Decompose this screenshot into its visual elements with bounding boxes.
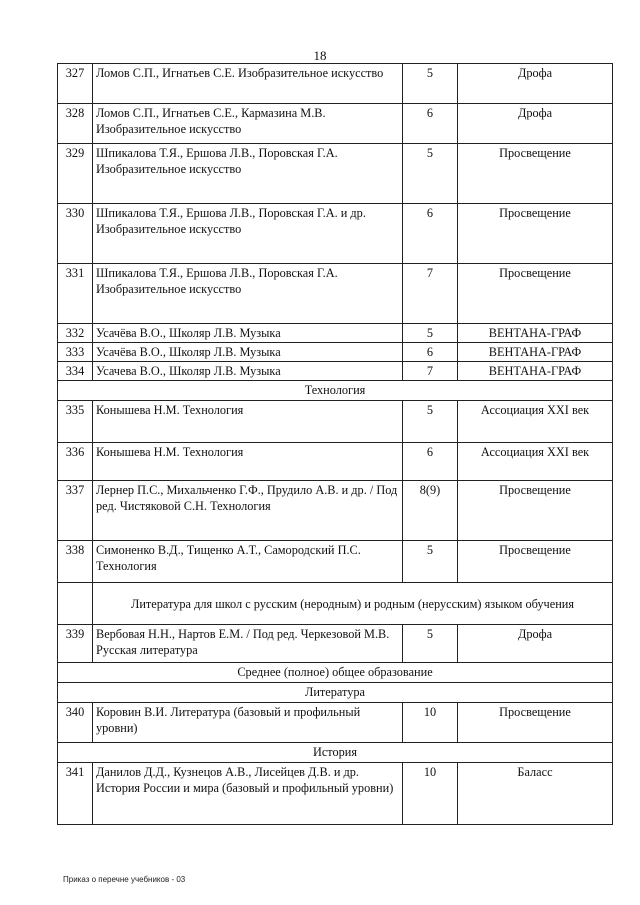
row-number: 333: [58, 343, 93, 362]
row-number: 335: [58, 401, 93, 443]
textbook-table: [57, 63, 613, 825]
publisher-cell: Просвещение: [458, 541, 613, 583]
table-row: [58, 264, 613, 324]
book-title: Симоненко В.Д., Тищенко А.Т., Самородский П.С. Технология: [93, 541, 403, 583]
section-header-row: [58, 743, 613, 763]
publisher-cell: Дрофа: [458, 104, 613, 144]
row-number: 336: [58, 443, 93, 481]
book-title: Вербовая Н.Н., Нартов Е.М. / Под ред. Черкезовой М.В. Русская литература: [93, 625, 403, 663]
publisher-cell: Просвещение: [458, 144, 613, 204]
textbook-table-body: [58, 64, 613, 825]
book-title: Данилов Д.Д., Кузнецов А.В., Лисейцев Д.В. и др. История России и мира (базовый и профильный уровни): [93, 763, 403, 825]
row-number: 331: [58, 264, 93, 324]
row-number: 329: [58, 144, 93, 204]
publisher-cell: Баласс: [458, 763, 613, 825]
grade-cell: 8(9): [403, 481, 458, 541]
publisher-cell: ВЕНТАНА-ГРАФ: [458, 362, 613, 381]
grade-cell: 5: [403, 625, 458, 663]
table-row: [58, 362, 613, 381]
grade-cell: 7: [403, 362, 458, 381]
page-number: 18: [313, 48, 327, 63]
book-title: Усачева В.О., Школяр Л.В. Музыка: [93, 362, 403, 381]
book-title: Шпикалова Т.Я., Ершова Л.В., Поровская Г.А. и др. Изобразительное искусство: [93, 204, 403, 264]
table-row: [58, 763, 613, 825]
book-title: Шпикалова Т.Я., Ершова Л.В., Поровская Г.А. Изобразительное искусство: [93, 264, 403, 324]
publisher-cell: ВЕНТАНА-ГРАФ: [458, 324, 613, 343]
section-header-row: [58, 683, 613, 703]
table-row: [58, 204, 613, 264]
book-title: Усачёва В.О., Школяр Л.В. Музыка: [93, 324, 403, 343]
table-row: [58, 541, 613, 583]
section-header: Среднее (полное) общее образование: [58, 663, 613, 683]
book-title: Лернер П.С., Михальченко Г.Ф., Прудило А.В. и др. / Под ред. Чистяковой С.Н. Технология: [93, 481, 403, 541]
table-row: [58, 64, 613, 104]
publisher-cell: Просвещение: [458, 481, 613, 541]
grade-cell: 6: [403, 443, 458, 481]
book-title: Шпикалова Т.Я., Ершова Л.В., Поровская Г.А. Изобразительное искусство: [93, 144, 403, 204]
book-title: Ломов С.П., Игнатьев С.Е., Кармазина М.В. Изобразительное искусство: [93, 104, 403, 144]
publisher-cell: Просвещение: [458, 264, 613, 324]
section-header: Литература: [58, 683, 613, 703]
grade-cell: 5: [403, 64, 458, 104]
row-number: 327: [58, 64, 93, 104]
subsection-header: Литература для школ с русским (неродным) и родным (нерусским) языком обучения: [93, 583, 613, 625]
publisher-cell: Просвещение: [458, 204, 613, 264]
grade-cell: 5: [403, 324, 458, 343]
table-row: [58, 401, 613, 443]
row-number: 341: [58, 763, 93, 825]
book-title: Конышева Н.М. Технология: [93, 443, 403, 481]
subsection-header-row: [58, 583, 613, 625]
grade-cell: 10: [403, 703, 458, 743]
empty-cell: [58, 583, 93, 625]
table-row: [58, 625, 613, 663]
table-row: [58, 343, 613, 362]
table-row: [58, 443, 613, 481]
book-title: Ломов С.П., Игнатьев С.Е. Изобразительное искусство: [93, 64, 403, 104]
publisher-cell: Ассоциация XXI век: [458, 401, 613, 443]
book-title: Усачёва В.О., Школяр Л.В. Музыка: [93, 343, 403, 362]
section-header: История: [58, 743, 613, 763]
publisher-cell: ВЕНТАНА-ГРАФ: [458, 343, 613, 362]
table-row: [58, 324, 613, 343]
section-header-row: [58, 381, 613, 401]
publisher-cell: Дрофа: [458, 625, 613, 663]
grade-cell: 6: [403, 343, 458, 362]
row-number: 330: [58, 204, 93, 264]
grade-cell: 6: [403, 104, 458, 144]
book-title: Конышева Н.М. Технология: [93, 401, 403, 443]
row-number: 337: [58, 481, 93, 541]
grade-cell: 6: [403, 204, 458, 264]
publisher-cell: Ассоциация XXI век: [458, 443, 613, 481]
row-number: 338: [58, 541, 93, 583]
grade-cell: 5: [403, 401, 458, 443]
row-number: 334: [58, 362, 93, 381]
grade-cell: 7: [403, 264, 458, 324]
row-number: 328: [58, 104, 93, 144]
publisher-cell: Дрофа: [458, 64, 613, 104]
grade-cell: 10: [403, 763, 458, 825]
table-row: [58, 703, 613, 743]
grade-cell: 5: [403, 144, 458, 204]
table-row: [58, 104, 613, 144]
row-number: 332: [58, 324, 93, 343]
row-number: 339: [58, 625, 93, 663]
table-row: [58, 481, 613, 541]
section-header-row: [58, 663, 613, 683]
book-title: Коровин В.И. Литература (базовый и профильный уровни): [93, 703, 403, 743]
footer-note: Приказ о перечне учебников - 03: [63, 875, 186, 884]
section-header: Технология: [58, 381, 613, 401]
row-number: 340: [58, 703, 93, 743]
publisher-cell: Просвещение: [458, 703, 613, 743]
grade-cell: 5: [403, 541, 458, 583]
table-row: [58, 144, 613, 204]
